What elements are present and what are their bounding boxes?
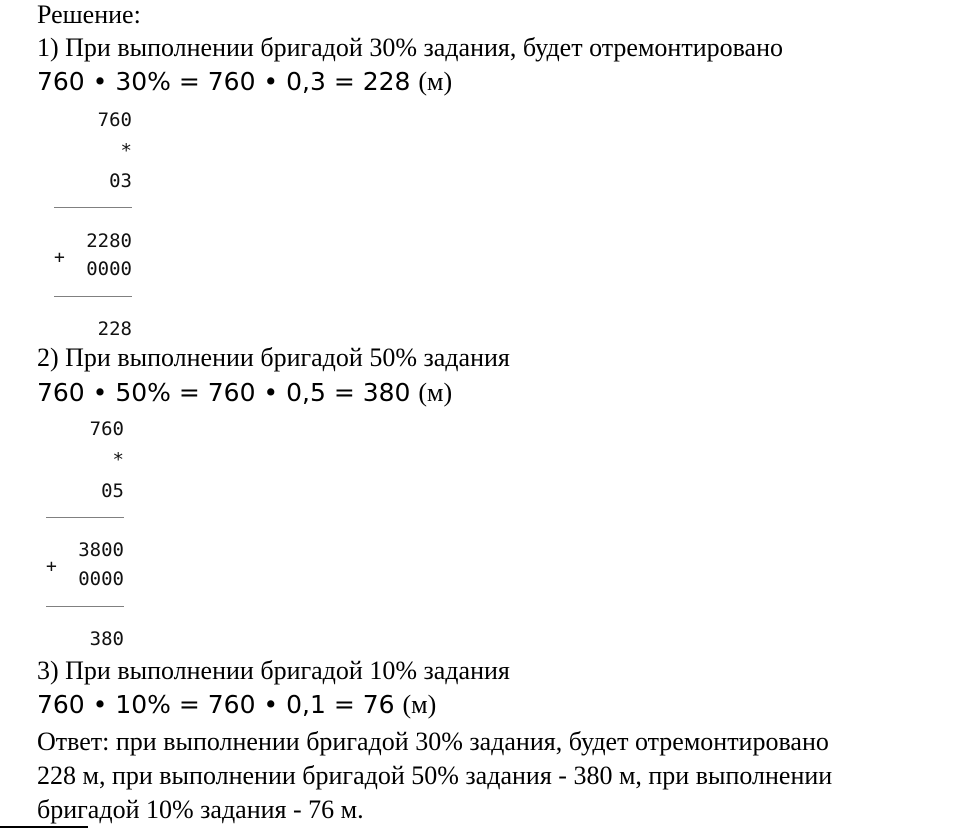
step-1-plus-sign: + — [54, 247, 65, 268]
step-1-result: 228 — [97, 318, 132, 340]
step-1-equation-expr: 760 • 30% = 760 • 0,3 = 228 — [37, 67, 411, 96]
step-2-result: 380 — [89, 628, 124, 650]
step-1-multiplicand: 760 — [97, 109, 132, 131]
step-1-rule-bottom — [54, 296, 132, 297]
answer-line-2: 228 м, при выполнении бригадой 50% задания - 380 м, при выполнении — [37, 761, 833, 790]
step-1-multiplier: 03 — [109, 170, 132, 192]
answer-line-1: Ответ: при выполнении бригадой 30% задания, будет отремонтировано — [37, 727, 829, 756]
step-2-multiplicand: 760 — [89, 418, 124, 440]
step-1-equation — [37, 67, 452, 97]
step-2-multiplier: 05 — [101, 480, 124, 502]
step-3-equation-expr: 760 • 10% = 760 • 0,1 = 76 — [37, 690, 395, 719]
step-2-multiply-sign: * — [112, 449, 124, 471]
step-2-equation-expr: 760 • 50% = 760 • 0,5 = 380 — [37, 378, 411, 407]
step-2-partial-2: 0000 — [78, 568, 124, 590]
step-2-plus-sign: + — [46, 556, 57, 577]
step-1-multiply-sign: * — [120, 140, 132, 162]
step-1-equation-unit: (м) — [418, 67, 453, 96]
page-bottom-rule — [0, 826, 88, 828]
step-2-rule-bottom — [46, 606, 124, 607]
step-1-partial-2: 0000 — [86, 258, 132, 280]
step-2-equation — [37, 378, 452, 408]
answer-line-3: бригадой 10% задания - 76 м. — [37, 795, 364, 824]
step-1-text: 1) При выполнении бригадой 30% задания, будет отремонтировано — [37, 33, 783, 62]
step-3-text: 3) При выполнении бригадой 10% задания — [37, 656, 510, 685]
solution-heading: Решение: — [37, 0, 141, 29]
step-2-text: 2) При выполнении бригадой 50% задания — [37, 343, 510, 372]
step-2-rule-top — [46, 517, 124, 518]
step-1-partial-1: 2280 — [86, 230, 132, 252]
step-3-equation — [37, 690, 436, 720]
step-2-equation-unit: (м) — [418, 378, 453, 407]
step-1-rule-top — [54, 207, 132, 208]
step-3-equation-unit: (м) — [402, 690, 437, 719]
step-2-partial-1: 3800 — [78, 539, 124, 561]
